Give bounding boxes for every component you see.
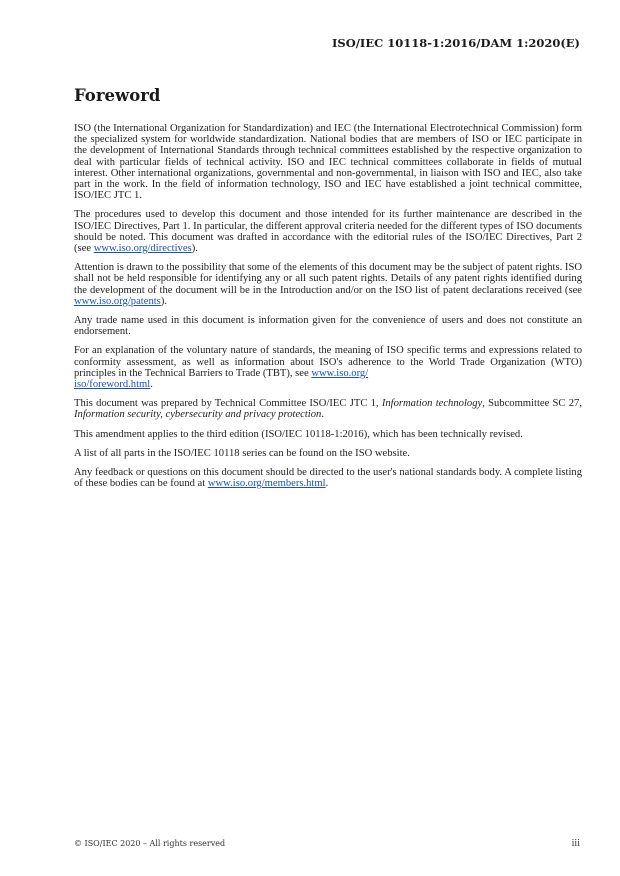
paragraph-end: ). — [160, 295, 167, 307]
paragraph-feedback — [74, 467, 582, 489]
paragraph-procedures — [74, 209, 582, 254]
foreword-link-part1[interactable]: www.iso.org/ — [311, 367, 369, 379]
patents-link[interactable]: www.iso.org/patents — [74, 295, 161, 307]
paragraph-committee — [74, 398, 582, 420]
paragraph-end: ). — [191, 243, 198, 255]
paragraph-text: , Subcommittee SC 27, — [482, 398, 582, 410]
paragraph-patents — [74, 262, 582, 307]
committee-name: Information technology — [381, 398, 483, 410]
paragraph-trade-name: Any trade name used in this document is information given for the convenience of users and does not constitute an endorsement. — [74, 315, 582, 338]
foreword-link-part2[interactable]: iso/foreword.html — [74, 379, 151, 391]
directives-link[interactable]: www.iso.org/directives — [93, 243, 192, 255]
paragraph-amendment: This amendment applies to the third edition (ISO/IEC 10118-1:2016), which has been technically revised. — [74, 428, 523, 440]
paragraph-end: . — [150, 379, 153, 391]
members-link[interactable]: www.iso.org/members.html — [207, 478, 326, 490]
paragraph-text: For an explanation of the voluntary nature of standards, the meaning of ISO specific terms and expressions related to conformity assessment, as well as information about ISO's adherence to the World Trade Organization (WTO) principles in the Technical Barriers to Trade (TBT), see — [74, 345, 582, 379]
page-title: Foreword — [74, 86, 161, 105]
foreword-body — [74, 123, 582, 497]
paragraph-end: . — [321, 409, 324, 421]
document-id-header: ISO/IEC 10118-1:2016/DAM 1:2020(E) — [332, 36, 580, 50]
copyright-footer: © ISO/IEC 2020 – All rights reserved — [74, 839, 226, 848]
subcommittee-name: Information security, cybersecurity and privacy protection — [74, 409, 322, 421]
paragraph-voluntary-nature — [74, 345, 582, 390]
paragraph-organizations: ISO (the International Organization for Standardization) and IEC (the International Electrotechnical Commission) form the specialized system for worldwide standardization. National bodies that are members of ISO or IEC participate in the development of International Standards through technical committees established by the respective organization to deal with particular fields of technical activity. ISO and IEC technical committees collaborate in fields of mutual interest. Other international organizations, governmental and non-governmental, in liaison with ISO and IEC, also take part in the work. In the field of information technology, ISO and IEC have established a joint technical committee, ISO/IEC JTC 1. — [74, 123, 582, 202]
paragraph-text: Attention is drawn to the possibility that some of the elements of this document may be the subject of patent rights. ISO shall not be held responsible for identifying any or all such patent rights. Details of any patent rights identified during the development of the document will be in the Introduction and/or on the ISO list of patent declarations received (see — [74, 262, 582, 296]
paragraph-text: Any feedback or questions on this document should be directed to the user's national standards body. A complete listing of these bodies can be found at — [74, 467, 582, 490]
paragraph-end: . — [325, 478, 329, 490]
paragraph-text: The procedures used to develop this document and those intended for its further maintenance are described in the ISO/IEC Directives, Part 1. In particular, the different approval criteria needed for the different types of ISO documents should be noted. This document was drafted in accordance with the editorial rules of the ISO/IEC Directives, Part 2 (see — [74, 209, 582, 255]
paragraph-text: This document was prepared by Technical Committee ISO/IEC JTC 1, — [74, 398, 382, 410]
paragraph-series: A list of all parts in the ISO/IEC 10118 series can be found on the ISO website. — [74, 447, 410, 459]
page-number: iii — [571, 838, 580, 849]
